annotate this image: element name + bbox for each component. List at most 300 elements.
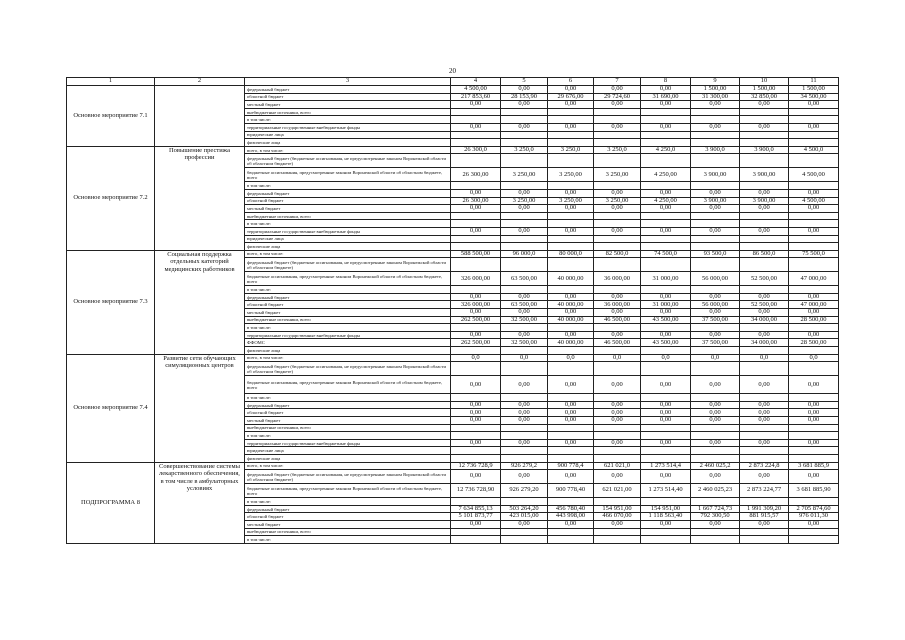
header-cell: 4 — [451, 78, 501, 86]
amount-cell: 32 850,00 — [740, 93, 789, 101]
amount-cell — [501, 347, 548, 355]
amount-cell — [691, 454, 740, 462]
amount-cell — [789, 432, 839, 440]
amount-cell — [594, 131, 641, 139]
amount-cell: 456 780,40 — [548, 505, 594, 513]
amount-cell: 3 900,0 — [740, 146, 789, 154]
amount-cell: 0,00 — [594, 401, 641, 409]
amount-cell — [691, 258, 740, 272]
amount-cell — [691, 347, 740, 355]
amount-cell — [548, 108, 594, 116]
amount-cell: 0,00 — [451, 205, 501, 213]
amount-cell — [740, 108, 789, 116]
amount-cell — [641, 528, 691, 536]
amount-cell: 443 998,00 — [548, 513, 594, 521]
amount-cell: 0,00 — [451, 123, 501, 131]
funding-source-label: федеральный бюджет (бюджетные ассигнования, не предусмотренные законом Воронежской области об областном бюджете) — [245, 362, 451, 376]
amount-cell: 2 460 025,2 — [691, 462, 740, 470]
funding-source-label: юридические лица — [245, 447, 451, 455]
amount-cell — [594, 108, 641, 116]
amount-cell: 0,00 — [641, 123, 691, 131]
funding-source-label: внебюджетные источники, всего — [245, 424, 451, 432]
amount-cell — [789, 108, 839, 116]
amount-cell: 262 500,00 — [451, 316, 501, 324]
amount-cell — [451, 454, 501, 462]
amount-cell: 588 500,00 — [451, 250, 501, 258]
funding-source-label: всего, в том числе: — [245, 462, 451, 470]
funding-source-label: бюджетные ассигнования, предусмотренные законом Воронежской области об областном бюджете, всего — [245, 168, 451, 182]
amount-cell — [691, 108, 740, 116]
activity-name: Основное мероприятие 7.1 — [67, 86, 155, 147]
amount-cell — [501, 536, 548, 544]
funding-source-label: физические лица — [245, 347, 451, 355]
amount-cell: 0,00 — [451, 439, 501, 447]
amount-cell — [501, 212, 548, 220]
amount-cell: 0,00 — [548, 331, 594, 339]
amount-cell: 47 000,00 — [789, 272, 839, 286]
amount-cell: 46 500,00 — [594, 339, 641, 347]
funding-source-label: ФФОМС — [245, 339, 451, 347]
amount-cell: 31 000,00 — [641, 301, 691, 309]
amount-cell — [548, 528, 594, 536]
header-cell: 10 — [740, 78, 789, 86]
amount-cell: 0,00 — [789, 293, 839, 301]
amount-cell — [594, 235, 641, 243]
amount-cell: 0,00 — [691, 376, 740, 394]
amount-cell — [501, 220, 548, 228]
amount-cell — [691, 498, 740, 506]
amount-cell: 0,00 — [691, 101, 740, 109]
amount-cell: 0,00 — [548, 417, 594, 425]
funding-source-label: бюджетные ассигнования, предусмотренные законом Воронежской области об областном бюджете, всего — [245, 376, 451, 394]
amount-cell — [691, 286, 740, 294]
amount-cell: 0,00 — [451, 417, 501, 425]
amount-cell — [451, 536, 501, 544]
funding-source-label: федеральный бюджет (бюджетные ассигнования, не предусмотренные законом Воронежской области об областном бюджете) — [245, 258, 451, 272]
amount-cell: 0,00 — [548, 189, 594, 197]
amount-cell — [740, 154, 789, 168]
amount-cell: 0,00 — [740, 101, 789, 109]
funding-source-label: территориальные государственные внебюджетные фонды — [245, 123, 451, 131]
funding-source-label: внебюджетные источники, всего — [245, 316, 451, 324]
amount-cell — [548, 536, 594, 544]
amount-cell: 900 778,40 — [548, 484, 594, 498]
amount-cell — [740, 182, 789, 190]
amount-cell — [451, 154, 501, 168]
amount-cell — [789, 447, 839, 455]
amount-cell — [451, 139, 501, 147]
amount-cell: 0,00 — [451, 409, 501, 417]
amount-cell — [451, 498, 501, 506]
amount-cell: 0,00 — [501, 417, 548, 425]
amount-cell: 75 500,0 — [789, 250, 839, 258]
amount-cell — [641, 432, 691, 440]
amount-cell — [451, 235, 501, 243]
amount-cell: 82 500,0 — [594, 250, 641, 258]
amount-cell: 0,00 — [548, 376, 594, 394]
amount-cell: 0,00 — [641, 470, 691, 484]
amount-cell — [451, 528, 501, 536]
amount-cell: 28 500,00 — [789, 339, 839, 347]
amount-cell — [501, 154, 548, 168]
funding-source-label: внебюджетные источники, всего — [245, 108, 451, 116]
activity-description: Повышение престижа профессии — [155, 146, 245, 250]
amount-cell — [594, 212, 641, 220]
funding-source-label: внебюджетные источники, всего — [245, 528, 451, 536]
amount-cell — [594, 454, 641, 462]
amount-cell — [451, 286, 501, 294]
amount-cell: 0,00 — [789, 309, 839, 317]
amount-cell — [548, 424, 594, 432]
amount-cell: 2 460 025,23 — [691, 484, 740, 498]
amount-cell — [501, 116, 548, 124]
amount-cell: 3 900,00 — [740, 197, 789, 205]
funding-source-label: юридические лица — [245, 131, 451, 139]
header-cell: 11 — [789, 78, 839, 86]
funding-source-label: в том числе: — [245, 394, 451, 402]
amount-cell: 0,00 — [501, 331, 548, 339]
amount-cell — [740, 131, 789, 139]
amount-cell — [641, 498, 691, 506]
amount-cell — [594, 536, 641, 544]
amount-cell — [740, 243, 789, 251]
amount-cell: 0,00 — [740, 227, 789, 235]
amount-cell — [451, 220, 501, 228]
amount-cell: 63 500,00 — [501, 301, 548, 309]
amount-cell — [548, 394, 594, 402]
amount-cell: 3 250,00 — [548, 168, 594, 182]
amount-cell: 0,00 — [789, 409, 839, 417]
amount-cell — [548, 235, 594, 243]
header-cell: 1 — [67, 78, 155, 86]
amount-cell: 0,00 — [740, 417, 789, 425]
funding-source-label: местный бюджет — [245, 205, 451, 213]
funding-source-label: федеральный бюджет — [245, 401, 451, 409]
amount-cell: 29 676,00 — [548, 93, 594, 101]
amount-cell — [691, 362, 740, 376]
amount-cell: 0,00 — [548, 123, 594, 131]
activity-name: Основное мероприятие 7.2 — [67, 146, 155, 250]
amount-cell: 0,00 — [641, 309, 691, 317]
amount-cell — [548, 220, 594, 228]
amount-cell: 0,00 — [789, 376, 839, 394]
amount-cell — [789, 131, 839, 139]
amount-cell: 4 500,00 — [789, 168, 839, 182]
amount-cell — [451, 182, 501, 190]
amount-cell: 0,00 — [501, 189, 548, 197]
funding-source-label: в том числе: — [245, 536, 451, 544]
amount-cell: 0,00 — [641, 189, 691, 197]
amount-cell: 0,00 — [740, 189, 789, 197]
amount-cell — [691, 235, 740, 243]
amount-cell: 56 000,00 — [691, 272, 740, 286]
amount-cell — [691, 154, 740, 168]
amount-cell — [789, 235, 839, 243]
amount-cell — [691, 139, 740, 147]
funding-source-label: территориальные государственные внебюджетные фонды — [245, 331, 451, 339]
amount-cell: 1 500,00 — [740, 86, 789, 94]
table-row — [67, 462, 839, 470]
amount-cell: 0,00 — [789, 101, 839, 109]
amount-cell — [740, 454, 789, 462]
amount-cell: 1 667 724,73 — [691, 505, 740, 513]
financing-table — [66, 77, 839, 544]
amount-cell — [641, 116, 691, 124]
amount-cell: 4 250,00 — [641, 168, 691, 182]
activity-description: Совершенствование системы лекарственного обеспечения, в том числе в амбулаторных условиях — [155, 462, 245, 543]
amount-cell — [641, 212, 691, 220]
amount-cell — [789, 182, 839, 190]
amount-cell — [594, 447, 641, 455]
amount-cell: 0,00 — [501, 520, 548, 528]
amount-cell — [548, 154, 594, 168]
header-cell: 8 — [641, 78, 691, 86]
funding-source-label: федеральный бюджет — [245, 189, 451, 197]
funding-source-label: территориальные государственные внебюджетные фонды — [245, 439, 451, 447]
amount-cell: 3 900,00 — [740, 168, 789, 182]
amount-cell: 0,00 — [641, 86, 691, 94]
amount-cell — [691, 212, 740, 220]
amount-cell: 0,00 — [691, 520, 740, 528]
amount-cell: 0,00 — [501, 309, 548, 317]
amount-cell — [501, 108, 548, 116]
amount-cell — [789, 347, 839, 355]
amount-cell: 26 300,00 — [451, 197, 501, 205]
funding-source-label: в том числе: — [245, 498, 451, 506]
amount-cell: 0,0 — [740, 354, 789, 362]
amount-cell: 43 500,00 — [641, 339, 691, 347]
amount-cell: 0,00 — [691, 293, 740, 301]
amount-cell — [641, 131, 691, 139]
amount-cell: 34 000,00 — [740, 339, 789, 347]
amount-cell — [548, 212, 594, 220]
amount-cell — [641, 447, 691, 455]
amount-cell: 0,00 — [451, 309, 501, 317]
amount-cell: 0,00 — [691, 227, 740, 235]
table-row — [67, 86, 839, 94]
funding-source-label: областной бюджет — [245, 513, 451, 521]
amount-cell — [594, 182, 641, 190]
amount-cell: 34 000,00 — [740, 316, 789, 324]
amount-cell — [548, 258, 594, 272]
amount-cell: 3 250,00 — [501, 197, 548, 205]
amount-cell — [548, 139, 594, 147]
amount-cell: 0,00 — [740, 520, 789, 528]
amount-cell: 0,00 — [594, 101, 641, 109]
amount-cell: 0,00 — [451, 293, 501, 301]
amount-cell: 154 951,00 — [641, 505, 691, 513]
amount-cell: 0,00 — [691, 417, 740, 425]
table-row — [67, 146, 839, 154]
amount-cell: 423 015,00 — [501, 513, 548, 521]
header-cell: 7 — [594, 78, 641, 86]
amount-cell: 29 724,60 — [594, 93, 641, 101]
amount-cell: 0,00 — [451, 189, 501, 197]
funding-source-label: областной бюджет — [245, 93, 451, 101]
amount-cell — [740, 235, 789, 243]
amount-cell — [789, 212, 839, 220]
amount-cell: 0,00 — [548, 227, 594, 235]
amount-cell — [501, 182, 548, 190]
amount-cell — [451, 243, 501, 251]
amount-cell — [740, 528, 789, 536]
amount-cell — [501, 362, 548, 376]
funding-source-label: в том числе: — [245, 182, 451, 190]
amount-cell: 0,00 — [641, 205, 691, 213]
amount-cell: 40 000,00 — [548, 272, 594, 286]
header-cell: 5 — [501, 78, 548, 86]
amount-cell: 0,00 — [594, 309, 641, 317]
amount-cell — [641, 394, 691, 402]
amount-cell — [451, 394, 501, 402]
amount-cell — [789, 139, 839, 147]
amount-cell — [641, 108, 691, 116]
amount-cell: 4 500,00 — [789, 197, 839, 205]
amount-cell: 0,00 — [501, 401, 548, 409]
amount-cell: 34 500,00 — [789, 93, 839, 101]
amount-cell — [501, 324, 548, 332]
amount-cell — [501, 447, 548, 455]
amount-cell: 0,00 — [691, 401, 740, 409]
amount-cell — [501, 528, 548, 536]
amount-cell: 93 500,0 — [691, 250, 740, 258]
amount-cell: 0,00 — [691, 331, 740, 339]
amount-cell — [740, 498, 789, 506]
amount-cell: 3 250,00 — [548, 197, 594, 205]
amount-cell — [594, 258, 641, 272]
funding-source-label: федеральный бюджет (бюджетные ассигнования, не предусмотренные законом Воронежской области об областном бюджете) — [245, 470, 451, 484]
amount-cell: 0,00 — [789, 470, 839, 484]
amount-cell: 900 778,4 — [548, 462, 594, 470]
amount-cell — [740, 447, 789, 455]
funding-source-label: областной бюджет — [245, 197, 451, 205]
amount-cell: 0,00 — [740, 401, 789, 409]
funding-source-label: областной бюджет — [245, 301, 451, 309]
amount-cell: 0,0 — [691, 354, 740, 362]
amount-cell — [641, 454, 691, 462]
amount-cell — [691, 131, 740, 139]
amount-cell — [501, 424, 548, 432]
amount-cell — [691, 182, 740, 190]
amount-cell: 0,00 — [641, 439, 691, 447]
amount-cell — [548, 362, 594, 376]
amount-cell: 926 279,2 — [501, 462, 548, 470]
amount-cell: 0,00 — [641, 227, 691, 235]
amount-cell: 792 300,50 — [691, 513, 740, 521]
funding-source-label: федеральный бюджет (бюджетные ассигнования, не предусмотренные законом Воронежской области об областном бюджете) — [245, 154, 451, 168]
amount-cell — [691, 116, 740, 124]
amount-cell: 3 681 885,9 — [789, 462, 839, 470]
amount-cell — [548, 182, 594, 190]
amount-cell: 0,0 — [501, 354, 548, 362]
amount-cell: 0,00 — [548, 309, 594, 317]
amount-cell: 3 900,00 — [691, 197, 740, 205]
amount-cell: 1 991 309,20 — [740, 505, 789, 513]
amount-cell — [641, 139, 691, 147]
amount-cell: 0,00 — [641, 401, 691, 409]
activity-name: Основное мероприятие 7.4 — [67, 354, 155, 462]
amount-cell: 31 300,00 — [691, 93, 740, 101]
amount-cell: 0,00 — [594, 439, 641, 447]
amount-cell — [789, 362, 839, 376]
amount-cell: 0,00 — [501, 439, 548, 447]
funding-source-label: юридические лица — [245, 235, 451, 243]
amount-cell: 3 250,00 — [594, 168, 641, 182]
amount-cell: 0,00 — [501, 293, 548, 301]
amount-cell: 1 500,00 — [691, 86, 740, 94]
funding-source-label: физические лица — [245, 454, 451, 462]
amount-cell: 0,00 — [641, 376, 691, 394]
amount-cell — [641, 235, 691, 243]
amount-cell: 621 021,0 — [594, 462, 641, 470]
amount-cell — [548, 131, 594, 139]
amount-cell: 0,00 — [451, 376, 501, 394]
amount-cell: 0,00 — [594, 189, 641, 197]
amount-cell: 0,00 — [691, 409, 740, 417]
amount-cell: 0,00 — [594, 86, 641, 94]
amount-cell: 0,00 — [501, 86, 548, 94]
amount-cell — [451, 108, 501, 116]
amount-cell: 0,00 — [451, 470, 501, 484]
amount-cell: 326 000,00 — [451, 301, 501, 309]
amount-cell — [641, 347, 691, 355]
amount-cell: 0,00 — [789, 189, 839, 197]
amount-cell: 31 000,00 — [641, 272, 691, 286]
amount-cell — [740, 536, 789, 544]
amount-cell: 36 000,00 — [594, 301, 641, 309]
amount-cell — [691, 447, 740, 455]
amount-cell — [594, 394, 641, 402]
amount-cell — [548, 243, 594, 251]
amount-cell: 3 250,0 — [548, 146, 594, 154]
amount-cell — [641, 324, 691, 332]
amount-cell: 0,00 — [548, 293, 594, 301]
amount-cell: 2 873 224,77 — [740, 484, 789, 498]
amount-cell — [740, 324, 789, 332]
funding-source-label: областной бюджет — [245, 409, 451, 417]
amount-cell — [594, 324, 641, 332]
amount-cell — [740, 258, 789, 272]
amount-cell: 0,00 — [740, 439, 789, 447]
amount-cell — [548, 498, 594, 506]
amount-cell: 0,00 — [594, 123, 641, 131]
amount-cell — [548, 324, 594, 332]
amount-cell: 0,00 — [501, 376, 548, 394]
amount-cell: 0,00 — [501, 123, 548, 131]
amount-cell — [548, 347, 594, 355]
amount-cell — [691, 536, 740, 544]
amount-cell: 56 000,00 — [691, 301, 740, 309]
funding-source-label: в том числе: — [245, 324, 451, 332]
amount-cell — [789, 116, 839, 124]
amount-cell — [740, 116, 789, 124]
activity-description — [155, 86, 245, 147]
amount-cell: 0,00 — [641, 101, 691, 109]
amount-cell: 976 011,30 — [789, 513, 839, 521]
header-row — [67, 78, 839, 86]
amount-cell — [451, 347, 501, 355]
funding-source-label: бюджетные ассигнования, предусмотренные законом Воронежской области об областном бюджете, всего — [245, 484, 451, 498]
amount-cell — [451, 212, 501, 220]
amount-cell: 0,00 — [740, 409, 789, 417]
amount-cell — [740, 347, 789, 355]
amount-cell — [594, 347, 641, 355]
amount-cell: 0,00 — [594, 331, 641, 339]
amount-cell: 0,00 — [641, 417, 691, 425]
amount-cell: 0,00 — [501, 470, 548, 484]
funding-source-label: бюджетные ассигнования, предусмотренные законом Воронежской области об областном бюджете, всего — [245, 272, 451, 286]
amount-cell — [740, 394, 789, 402]
